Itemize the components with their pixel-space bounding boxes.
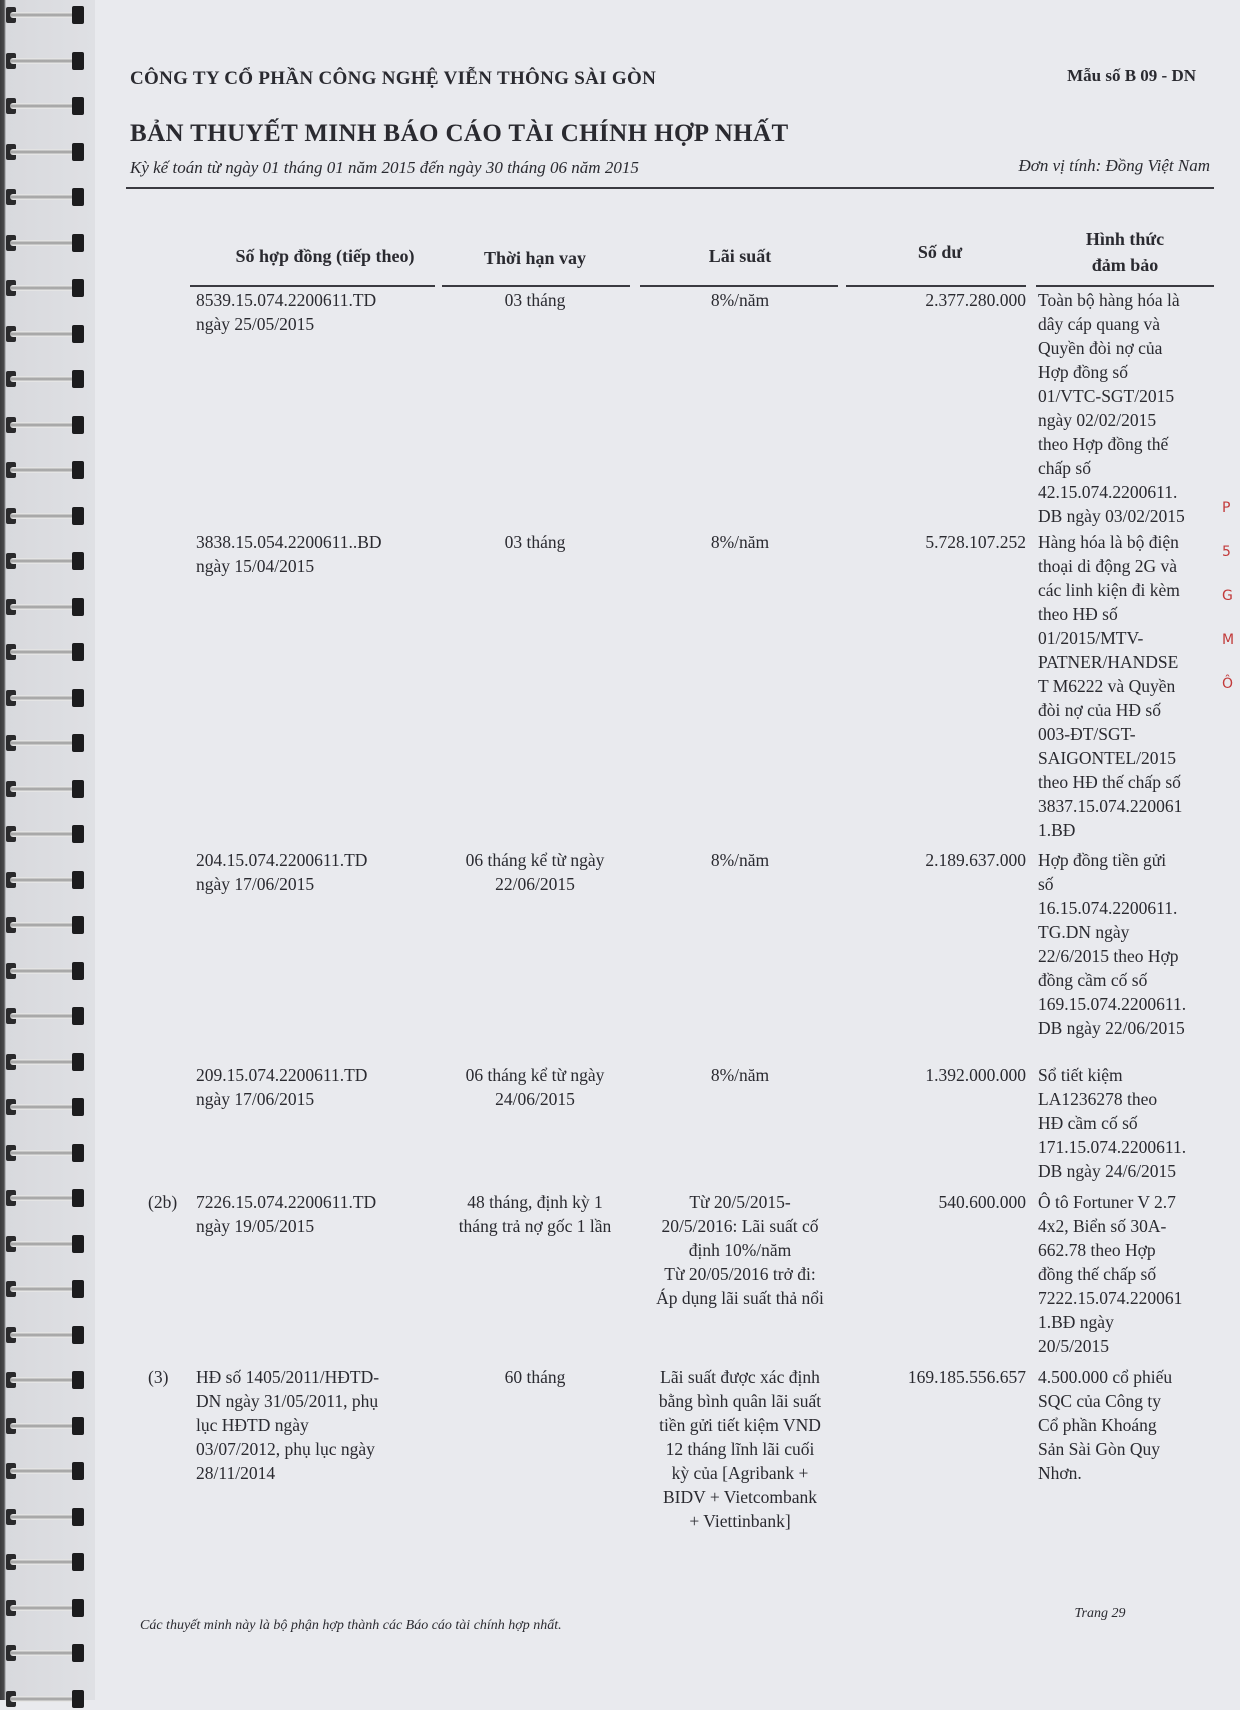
collateral-line: 662.78 theo Hợp (1038, 1240, 1156, 1260)
cell-term (430, 848, 640, 896)
form-number: Mẫu số B 09 - DN (1067, 66, 1196, 85)
collateral-line: HĐ cầm cố số (1038, 1113, 1138, 1133)
collateral-line: Sổ tiết kiệm (1038, 1065, 1123, 1085)
cell-contract (196, 848, 432, 896)
header-underline-term (442, 285, 630, 287)
rate-line: Từ 20/05/2016 trở đi: (664, 1264, 816, 1284)
contract-line: 3838.15.054.2200611..BD (196, 532, 382, 552)
cell-term (430, 1190, 640, 1238)
collateral-line: đòi nợ của HĐ số (1038, 700, 1161, 720)
collateral-line: 4.500.000 cổ phiếu (1038, 1367, 1173, 1387)
cell-collateral (1038, 1063, 1223, 1183)
currency-unit: Đơn vị tính: Đồng Việt Nam (1018, 156, 1210, 175)
cell-collateral (1038, 530, 1223, 842)
collateral-line: Sản Sài Gòn Quy (1038, 1439, 1161, 1459)
collateral-line: 20/5/2015 (1038, 1336, 1109, 1356)
collateral-line: TG.DN ngày (1038, 922, 1130, 942)
collateral-line: 003-ĐT/SGT- (1038, 724, 1136, 744)
collateral-line: 1.BĐ ngày (1038, 1312, 1114, 1332)
company-name: CÔNG TY CỔ PHẦN CÔNG NGHỆ VIỄN THÔNG SÀI GÒN (130, 68, 657, 89)
cell-term (430, 288, 640, 312)
collateral-line: T M6222 và Quyền (1038, 676, 1176, 696)
collateral-line: 171.15.074.2200611. (1038, 1137, 1187, 1157)
collateral-line: Hợp đồng số (1038, 362, 1128, 382)
collateral-line: PATNER/HANDSE (1038, 652, 1179, 672)
collateral-line: theo Hợp đồng thế (1038, 434, 1169, 454)
page-title: BẢN THUYẾT MINH BÁO CÁO TÀI CHÍNH HỢP NHẤT (130, 120, 789, 147)
cell-term (430, 1365, 640, 1389)
term-line: 06 tháng kể từ ngày (465, 850, 605, 870)
header-underline-contract (190, 285, 435, 287)
rate-line: 8%/năm (710, 532, 770, 552)
collateral-line: thoại di động 2G và (1038, 556, 1178, 576)
cell-collateral (1038, 1190, 1223, 1358)
cell-rate (630, 1365, 850, 1533)
cell-contract (196, 1063, 432, 1111)
cell-balance: 5.728.107.252 (925, 532, 1026, 552)
term-line: tháng trả nợ gốc 1 lần (458, 1216, 612, 1236)
term-line: 24/06/2015 (495, 1089, 575, 1109)
cell-contract (196, 1365, 432, 1485)
cell-contract (196, 1190, 432, 1238)
collateral-line: 01/VTC-SGT/2015 (1038, 386, 1175, 406)
collateral-line: Quyền đòi nợ của (1038, 338, 1163, 358)
term-line: 60 tháng (504, 1367, 566, 1387)
collateral-line: SAIGONTEL/2015 (1038, 748, 1177, 768)
page-number: Trang 29 (1074, 1606, 1126, 1621)
collateral-line: Toàn bộ hàng hóa là (1038, 290, 1180, 310)
cell-term (430, 530, 640, 554)
rate-line: 8%/năm (710, 1065, 770, 1085)
contract-line: 28/11/2014 (196, 1463, 276, 1483)
collateral-line: SQC của Công ty (1038, 1391, 1161, 1411)
header-underline-rate (640, 285, 838, 287)
collateral-line: 01/2015/MTV- (1038, 628, 1144, 648)
rate-line: kỳ của [Agribank + (671, 1463, 809, 1483)
cell-rate (630, 1063, 850, 1087)
cell-collateral (1038, 1365, 1223, 1485)
header-underline-collateral (1036, 285, 1214, 287)
collateral-line: DB ngày 03/02/2015 (1038, 506, 1185, 526)
rate-line: 8%/năm (710, 850, 770, 870)
cell-balance: 2.377.280.000 (925, 290, 1026, 310)
cell-prefix: (3) (148, 1367, 169, 1387)
rate-line: Lãi suất được xác định (660, 1367, 820, 1387)
collateral-line: Cổ phần Khoáng (1038, 1415, 1157, 1435)
column-header-term: Thời hạn vay (483, 248, 586, 268)
cell-balance: 1.392.000.000 (925, 1065, 1026, 1085)
term-line: 06 tháng kể từ ngày (465, 1065, 605, 1085)
collateral-line: dây cáp quang và (1038, 314, 1160, 334)
collateral-line: 1.BĐ (1038, 820, 1076, 840)
collateral-line: theo HĐ thế chấp số (1038, 772, 1181, 792)
cell-rate (630, 530, 850, 554)
contract-line: 209.15.074.2200611.TD (196, 1065, 368, 1085)
cell-rate (630, 1190, 850, 1310)
term-line: 03 tháng (504, 290, 566, 310)
header-divider (126, 187, 1214, 189)
contract-line: 03/07/2012, phụ lục ngày (196, 1439, 375, 1459)
collateral-line: 3837.15.074.220061 (1038, 796, 1183, 816)
collateral-line: 169.15.074.2200611. (1038, 994, 1187, 1014)
contract-line: 7226.15.074.2200611.TD (196, 1192, 377, 1212)
rate-line: 8%/năm (710, 290, 770, 310)
collateral-line: 7222.15.074.220061 (1038, 1288, 1183, 1308)
cell-balance: 169.185.556.657 (907, 1367, 1026, 1387)
collateral-line: LA1236278 theo (1038, 1089, 1158, 1109)
collateral-line: 16.15.074.2200611. (1038, 898, 1178, 918)
collateral-line: Hàng hóa là bộ điện (1038, 532, 1179, 552)
collateral-header-line2: đảm bảo (1091, 255, 1159, 275)
column-header-contract: Số hợp đồng (tiếp theo) (235, 246, 415, 266)
collateral-line: 42.15.074.2200611. (1038, 482, 1178, 502)
contract-line: lục HĐTD ngày (196, 1415, 309, 1435)
collateral-line: đồng cầm cố số (1038, 970, 1148, 990)
term-line: 22/06/2015 (495, 874, 575, 894)
cell-rate (630, 288, 850, 312)
rate-line: bằng bình quân lãi suất (658, 1391, 822, 1411)
collateral-line: Hợp đồng tiền gửi (1038, 850, 1167, 870)
rate-line: 20/5/2016: Lãi suất cố (661, 1216, 819, 1236)
rate-line: BIDV + Vietcombank (663, 1487, 817, 1507)
rate-line: định 10%/năm (688, 1240, 792, 1260)
cell-contract (196, 288, 432, 336)
rate-line: tiền gửi tiết kiệm VND (659, 1415, 821, 1435)
collateral-line: Nhơn. (1038, 1463, 1082, 1483)
rate-line: + Viettinbank] (689, 1511, 791, 1531)
term-line: 48 tháng, định kỳ 1 (467, 1192, 603, 1212)
contract-line: ngày 17/06/2015 (196, 1089, 315, 1109)
contract-line: ngày 15/04/2015 (196, 556, 315, 576)
column-header-collateral (1040, 226, 1210, 278)
cell-balance: 2.189.637.000 (925, 850, 1026, 870)
cell-balance: 540.600.000 (938, 1192, 1026, 1212)
collateral-line: theo HĐ số (1038, 604, 1118, 624)
contract-line: HĐ số 1405/2011/HĐTD- (196, 1367, 380, 1387)
cell-term (430, 1063, 640, 1111)
cell-collateral (1038, 288, 1223, 528)
contract-line: ngày 17/06/2015 (196, 874, 315, 894)
rate-line: Áp dụng lãi suất thả nổi (656, 1288, 824, 1308)
contract-line: DN ngày 31/05/2011, phụ (196, 1391, 379, 1411)
cell-rate (630, 848, 850, 872)
collateral-line: số (1038, 874, 1054, 894)
red-stamp-edge: P 5 G M Ô (1222, 500, 1235, 692)
cell-contract (196, 530, 432, 578)
collateral-line: các linh kiện đi kèm (1038, 580, 1180, 600)
collateral-header-line1: Hình thức (1085, 229, 1165, 249)
collateral-line: DB ngày 24/6/2015 (1038, 1161, 1177, 1181)
rate-line: Từ 20/5/2015- (689, 1192, 791, 1212)
rate-line: 12 tháng lĩnh lãi cuối (665, 1439, 815, 1459)
column-header-rate: Lãi suất (708, 246, 772, 266)
collateral-line: chấp số (1038, 458, 1091, 478)
header-underline-balance (846, 285, 1026, 287)
collateral-line: DB ngày 22/06/2015 (1038, 1018, 1185, 1038)
collateral-line: 4x2, Biển số 30A- (1038, 1216, 1167, 1236)
term-line: 03 tháng (504, 532, 566, 552)
footer-note: Các thuyết minh này là bộ phận hợp thành các Báo cáo tài chính hợp nhất. (140, 1618, 562, 1633)
accounting-period: Kỳ kế toán từ ngày 01 tháng 01 năm 2015 đến ngày 30 tháng 06 năm 2015 (130, 158, 639, 177)
collateral-line: ngày 02/02/2015 (1038, 410, 1157, 430)
contract-line: ngày 19/05/2015 (196, 1216, 315, 1236)
cell-prefix: (2b) (148, 1192, 178, 1212)
cell-collateral (1038, 848, 1223, 1040)
column-header-balance: Số dư (917, 242, 963, 262)
contract-line: 204.15.074.2200611.TD (196, 850, 368, 870)
collateral-line: Ô tô Fortuner V 2.7 (1038, 1192, 1176, 1212)
contract-line: ngày 25/05/2015 (196, 314, 315, 334)
collateral-line: 22/6/2015 theo Hợp (1038, 946, 1179, 966)
contract-line: 8539.15.074.2200611.TD (196, 290, 377, 310)
collateral-line: đồng thế chấp số (1038, 1264, 1157, 1284)
